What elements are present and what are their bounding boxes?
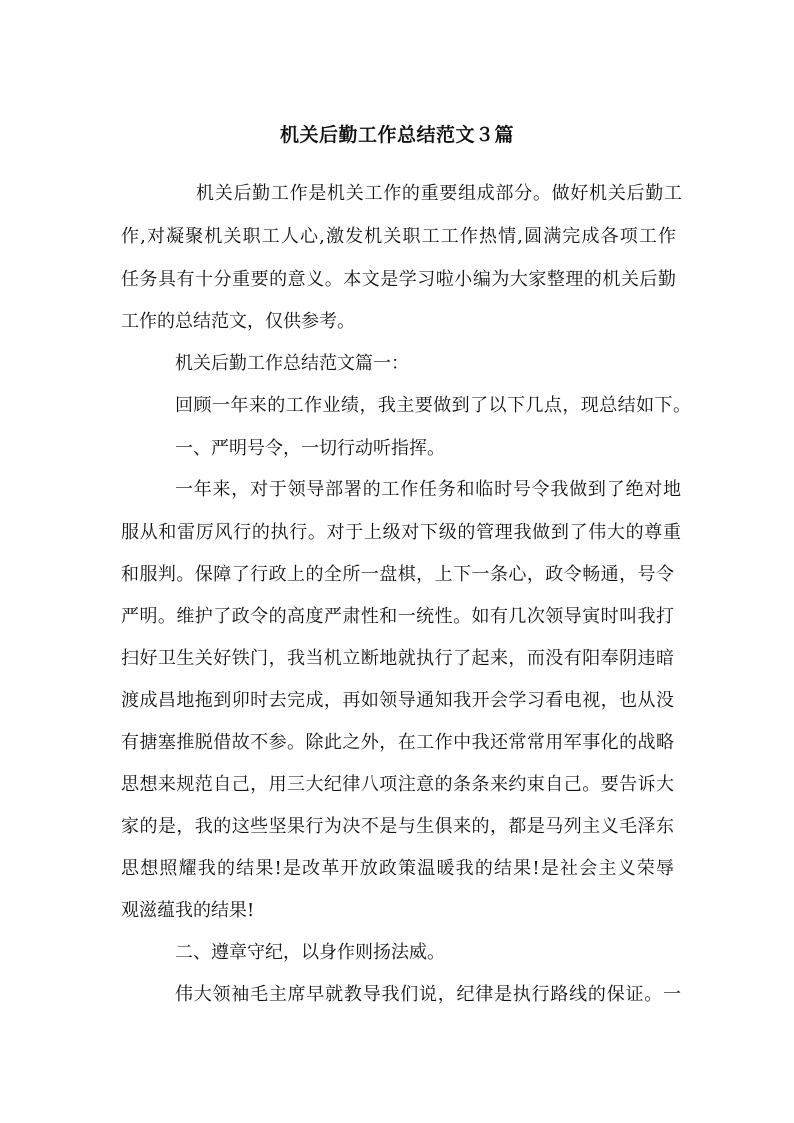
section-heading: 机关后勤工作总结范文篇一： <box>175 353 409 374</box>
paragraph-line: 一年来，对于领导部署的工作任务和临时号令我做到了绝对地 <box>175 479 681 500</box>
subheading: 一、严明号令，一切行动听指挥。 <box>175 438 445 459</box>
subheading: 二、遵章守纪，以身作则扬法威。 <box>175 942 445 963</box>
paragraph-line: 有搪塞推脱借故不参。除此之外，在工作中我还常常用军事化的战略 <box>121 732 674 753</box>
paragraph-line: 回顾一年来的工作业绩，我主要做到了以下几点，现总结如下。 <box>175 395 691 416</box>
paragraph-line: 任务具有十分重要的意义。本文是学习啦小编为大家整理的机关后勤 <box>121 269 676 290</box>
paragraph-line: 伟大领袖毛主席早就教导我们说，纪律是执行路线的保证。一 <box>175 984 681 1005</box>
paragraph-line: 和服判。保障了行政上的全所一盘棋，上下一条心，政令畅通，号令 <box>121 564 674 585</box>
paragraph-line: 观滋蕴我的结果! <box>121 900 255 921</box>
document-title: 机关后勤工作总结范文３篇 <box>279 124 514 146</box>
paragraph-line: 工作的总结范文，仅供参考。 <box>121 311 355 332</box>
paragraph-line: 机关后勤工作是机关工作的重要组成部分。做好机关后勤工 <box>196 183 682 204</box>
paragraph-line: 作,对凝聚机关职工人心,激发机关职工工作热情,圆满完成各项工作 <box>121 226 676 247</box>
paragraph-line: 思想来规范自己，用三大纪律八项注意的条条来约束自己。要告诉大 <box>121 774 674 795</box>
paragraph-line: 服从和雷厉风行的执行。对于上级对下级的管理我做到了伟大的尊重 <box>121 522 681 543</box>
paragraph-line: 家的是，我的这些坚果行为决不是与生俱来的，都是马列主义毛泽东 <box>121 816 674 837</box>
paragraph-line: 严明。维护了政令的高度严肃性和一统性。如有几次领导寅时叫我打 <box>121 606 674 627</box>
paragraph-line: 扫好卫生关好铁门，我当机立断地就执行了起来，而没有阳奉阴违暗 <box>121 648 674 669</box>
paragraph-line: 思想照耀我的结果!是改革开放政策温暖我的结果!是社会主义荣辱 <box>121 858 674 879</box>
paragraph-line: 渡成昌地拖到卯时去完成，再如领导通知我开会学习看电视，也从没 <box>121 690 674 711</box>
